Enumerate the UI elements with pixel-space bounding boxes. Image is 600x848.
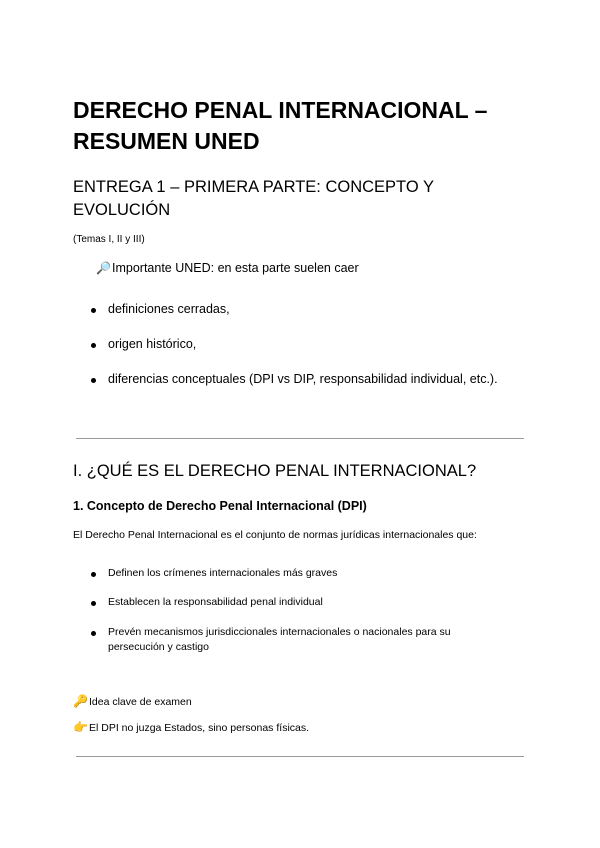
pointing-hand-icon: 👉 xyxy=(73,720,88,734)
bullet-icon xyxy=(91,572,96,577)
definition-paragraph: El Derecho Penal Internacional es el conjunto de normas jurídicas internacionales que: xyxy=(73,529,477,541)
key-idea-text: Idea clave de examen xyxy=(89,696,192,708)
list-item: Establecen la responsabilidad penal individual xyxy=(108,596,323,608)
bullet-icon xyxy=(91,308,96,313)
important-note-text: Importante UNED: en esta parte suelen caer xyxy=(112,261,359,275)
key-icon: 🔑 xyxy=(73,694,88,708)
key-idea xyxy=(73,694,192,708)
part-title: ENTREGA 1 – PRIMERA PARTE: CONCEPTO Y EVOLUCIÓN xyxy=(73,178,434,219)
list-item: definiciones cerradas, xyxy=(108,302,230,316)
list-item: origen histórico, xyxy=(108,337,197,351)
bullet-icon xyxy=(91,343,96,348)
section-title: I. ¿QUÉ ES EL DERECHO PENAL INTERNACIONAL? xyxy=(73,462,477,480)
list-item: Definen los crímenes internacionales más graves xyxy=(108,567,338,579)
pointer-note xyxy=(73,720,309,734)
horizontal-divider xyxy=(76,438,524,439)
pointer-note-text: El DPI no juzga Estados, sino personas físicas. xyxy=(89,722,310,734)
list-item: Prevén mecanismos jurisdiccionales internacionales o nacionales para su persecución y castigo xyxy=(108,626,451,653)
subsection-title: 1. Concepto de Derecho Penal Internacional (DPI) xyxy=(73,499,367,513)
bullet-icon xyxy=(91,601,96,606)
bullet-icon xyxy=(91,631,96,636)
magnifier-icon: 🔎 xyxy=(96,261,111,275)
list-item: diferencias conceptuales (DPI vs DIP, responsabilidad individual, etc.). xyxy=(108,372,498,386)
important-note xyxy=(96,261,359,275)
document-title: DERECHO PENAL INTERNACIONAL – RESUMEN UNED xyxy=(73,97,488,154)
temas-note: (Temas I, II y III) xyxy=(73,234,145,245)
horizontal-divider xyxy=(76,756,524,757)
bullet-icon xyxy=(91,378,96,383)
